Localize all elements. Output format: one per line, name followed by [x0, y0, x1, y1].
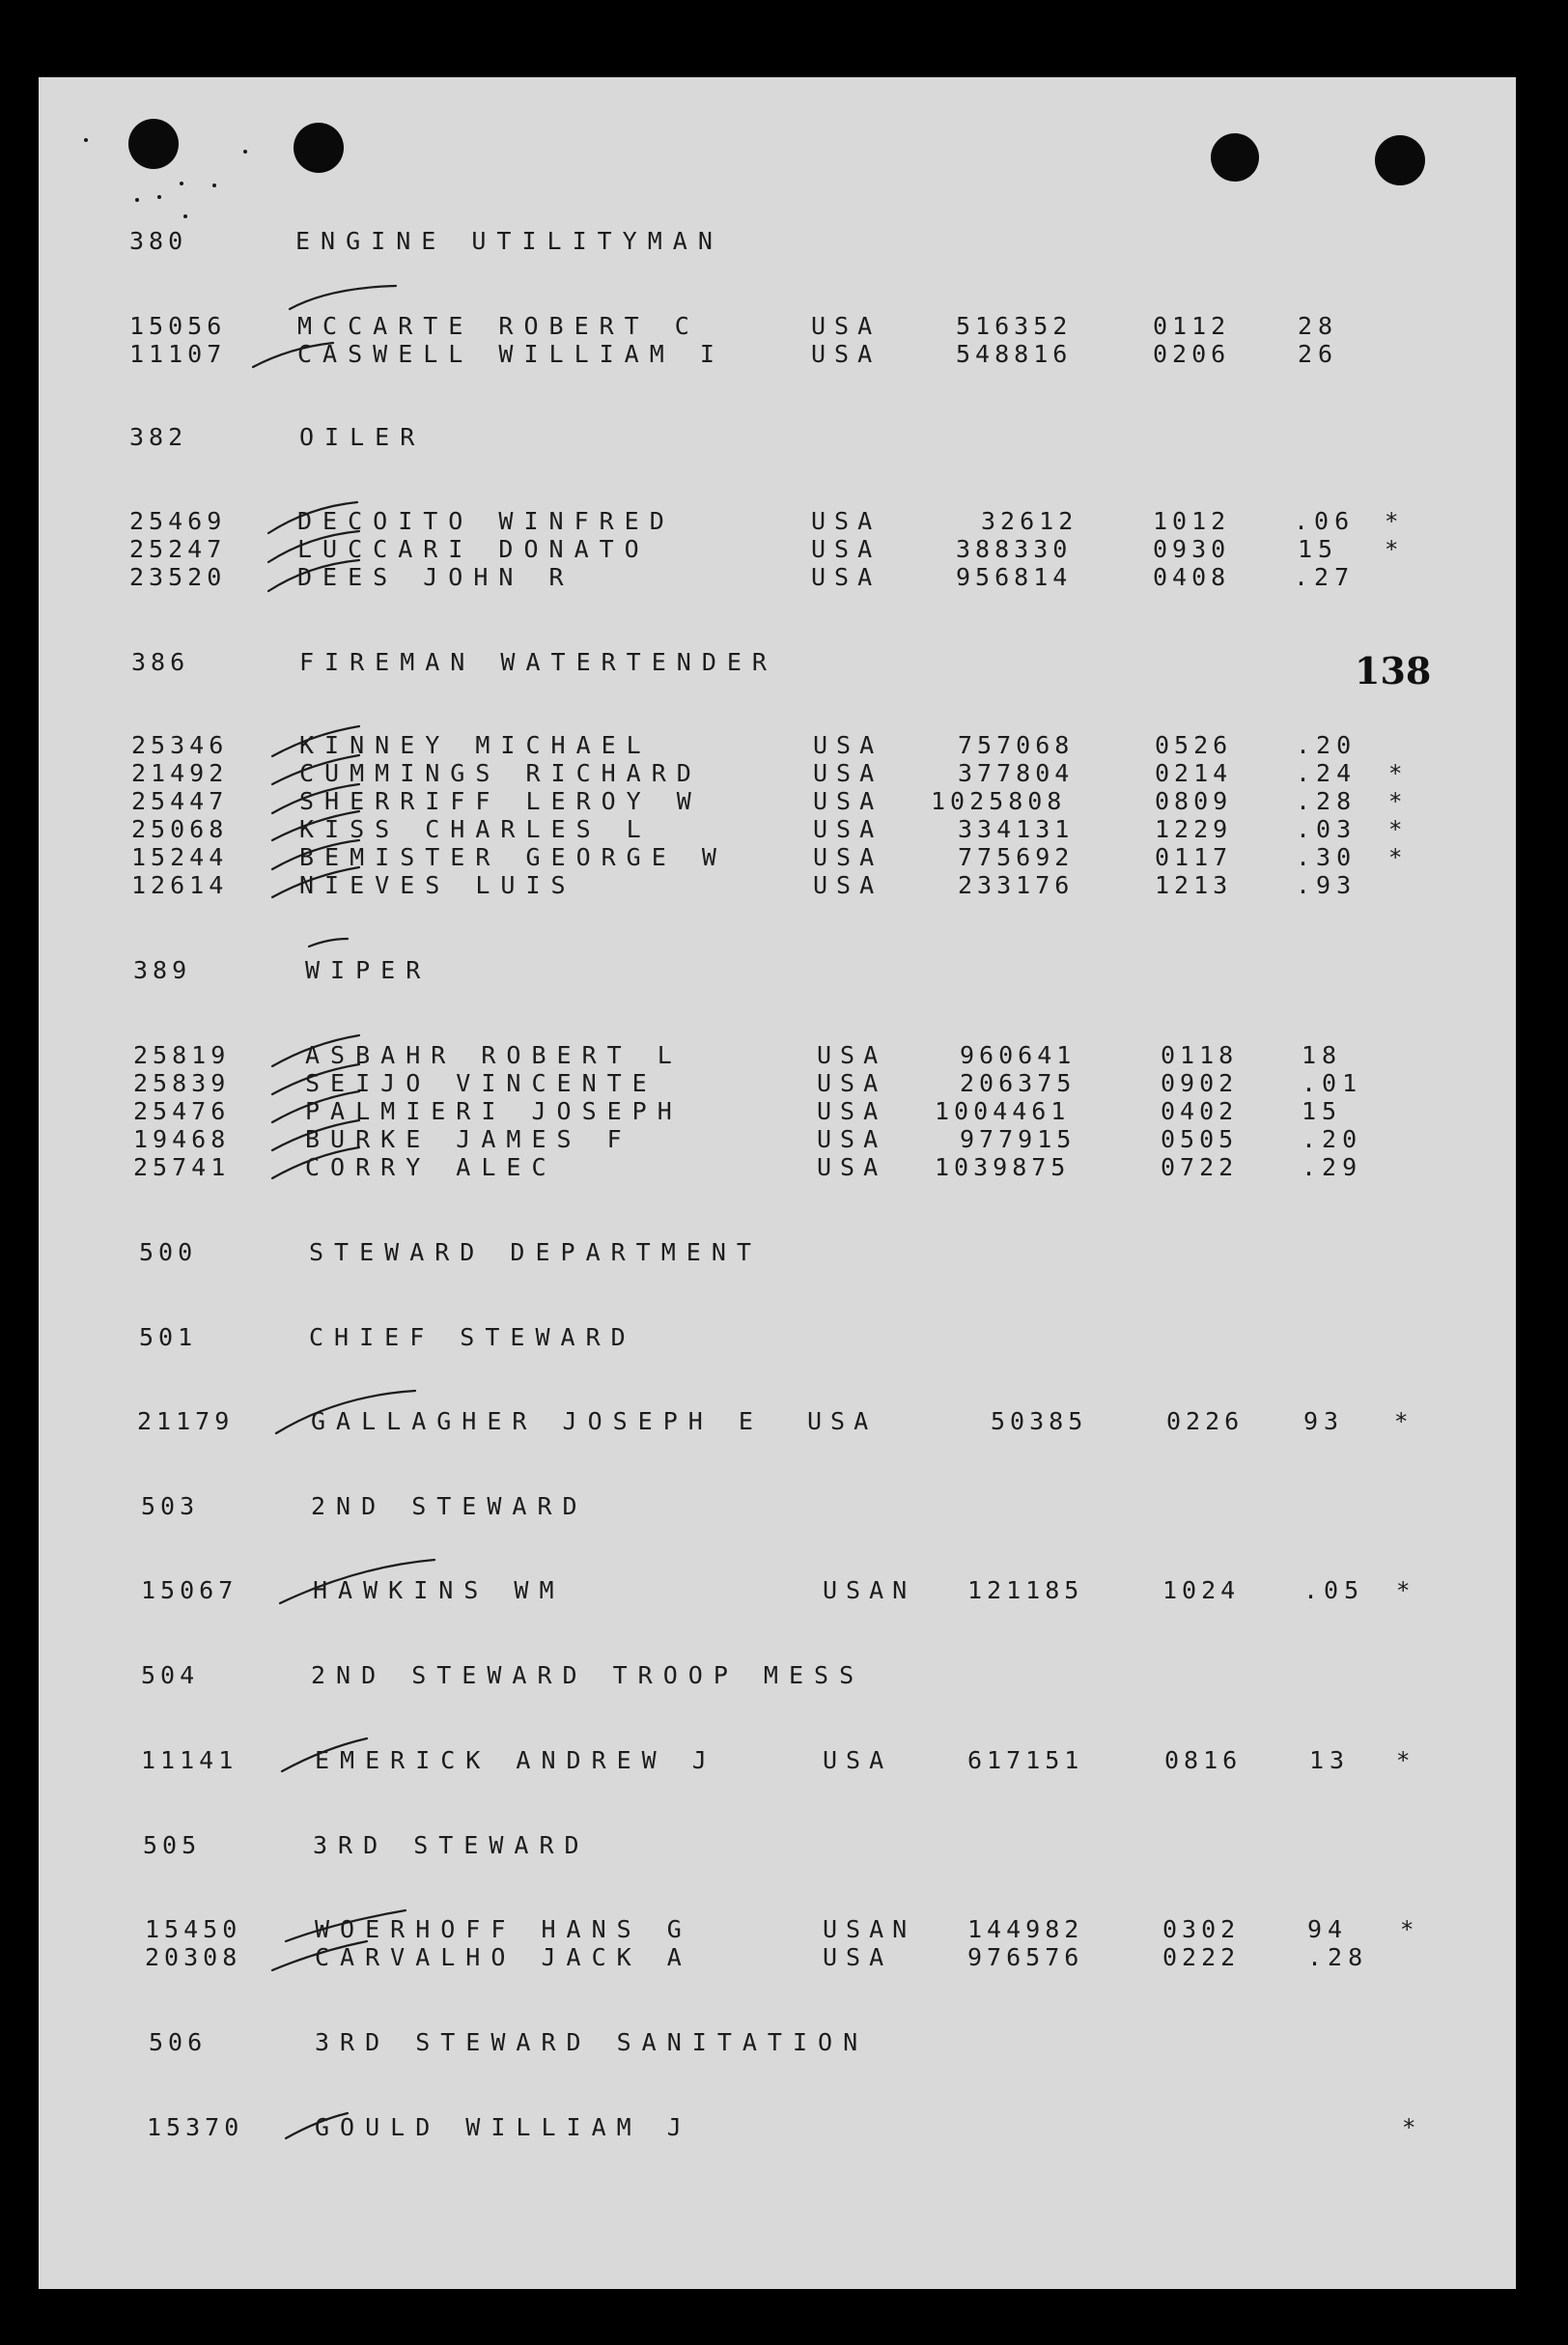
- ref-number: 960641: [960, 1041, 1077, 1069]
- crew-name: PALMIERI JOSEPH: [305, 1097, 683, 1125]
- value-code: 15: [1298, 535, 1339, 563]
- crew-row: [141, 1746, 1411, 1775]
- value-code: .05: [1303, 1576, 1365, 1604]
- section-code: 389: [133, 956, 192, 984]
- ref-number: 144982: [967, 1915, 1084, 1943]
- crew-row: [145, 1943, 1369, 1972]
- speck: [84, 138, 88, 142]
- ref-number: 206375: [960, 1069, 1077, 1097]
- crew-row: [133, 1069, 1363, 1098]
- ref-number: 1025808: [931, 787, 1067, 815]
- crew-name: CARVALHO JACK A: [315, 1943, 692, 1971]
- speck: [183, 214, 187, 218]
- date-code: 0214: [1155, 759, 1233, 787]
- citizenship: USA: [813, 843, 883, 871]
- ref-number: 617151: [967, 1746, 1084, 1774]
- crew-number: 15370: [147, 2113, 244, 2141]
- citizenship: USA: [811, 535, 882, 563]
- value-code: 26: [1298, 340, 1339, 368]
- citizenship: USA: [817, 1069, 887, 1097]
- section-code: 505: [143, 1831, 202, 1859]
- crew-number: 25447: [131, 787, 229, 815]
- date-code: 0112: [1153, 312, 1231, 340]
- speck: [135, 198, 139, 202]
- crew-name: ASBAHR ROBERT L: [305, 1041, 683, 1069]
- speck: [180, 182, 183, 185]
- ref-number: 757068: [958, 731, 1075, 759]
- crew-number: 25839: [133, 1069, 231, 1097]
- value-code: .27: [1294, 563, 1356, 591]
- date-code: 0526: [1155, 731, 1233, 759]
- section-code: 506: [149, 2028, 208, 2056]
- speck: [212, 184, 216, 187]
- crew-row: [145, 1915, 1414, 1944]
- section-title: FIREMAN WATERTENDER: [299, 648, 777, 676]
- speck: [243, 150, 247, 154]
- value-code: .30: [1296, 843, 1358, 871]
- crew-row: [137, 1407, 1409, 1436]
- date-code: 0930: [1153, 535, 1231, 563]
- citizenship: USA: [817, 1041, 887, 1069]
- crew-name: BURKE JAMES F: [305, 1125, 632, 1153]
- crew-number: 15056: [129, 312, 227, 340]
- ref-number: 516352: [956, 312, 1073, 340]
- section-title: ENGINE UTILITYMAN: [295, 227, 723, 255]
- punch-hole: [294, 123, 344, 173]
- section-code: 382: [129, 423, 188, 451]
- crew-number: 25346: [131, 731, 229, 759]
- value-code: 94: [1307, 1915, 1349, 1943]
- speck: [157, 195, 161, 199]
- section-header: [141, 1492, 588, 1521]
- crew-number: 15067: [141, 1576, 238, 1604]
- crew-number: 15244: [131, 843, 229, 871]
- crew-row: [129, 340, 1339, 369]
- crew-number: 25068: [131, 815, 229, 843]
- value-code: .01: [1302, 1069, 1363, 1097]
- value-code: 93: [1303, 1407, 1345, 1435]
- citizenship: USA: [811, 507, 882, 535]
- crew-name: CORRY ALEC: [305, 1153, 557, 1181]
- date-code: 0722: [1161, 1153, 1239, 1181]
- crew-number: 21179: [137, 1407, 235, 1435]
- section-title: STEWARD DEPARTMENT: [309, 1238, 762, 1266]
- crew-number: 25247: [129, 535, 227, 563]
- ref-number: 1004461: [935, 1097, 1071, 1125]
- date-code: 1024: [1162, 1576, 1241, 1604]
- crew-name: MCCARTE ROBERT C: [297, 312, 700, 340]
- crew-name: WOERHOFF HANS G: [315, 1915, 692, 1943]
- crew-number: 25741: [133, 1153, 231, 1181]
- crew-number: 11141: [141, 1746, 238, 1774]
- date-code: 1213: [1155, 871, 1233, 899]
- section-title: 2ND STEWARD: [311, 1492, 588, 1520]
- section-code: 380: [129, 227, 188, 255]
- section-title: 3RD STEWARD: [313, 1831, 590, 1859]
- section-header: [133, 956, 432, 985]
- crew-row: [129, 312, 1339, 341]
- crew-name: GALLAGHER JOSEPH E: [311, 1407, 764, 1435]
- citizenship: USA: [823, 1943, 893, 1971]
- section-header: [139, 1323, 636, 1352]
- ref-number: 50385: [991, 1407, 1088, 1435]
- asterisk-mark: *: [1385, 536, 1399, 563]
- asterisk-mark: *: [1388, 816, 1403, 843]
- value-code: .20: [1302, 1125, 1363, 1153]
- crew-name: BEMISTER GEORGE W: [299, 843, 727, 871]
- asterisk-mark: *: [1388, 788, 1403, 815]
- citizenship: USA: [813, 731, 883, 759]
- asterisk-mark: *: [1388, 760, 1403, 787]
- value-code: 15: [1302, 1097, 1343, 1125]
- asterisk-mark: *: [1394, 1408, 1409, 1435]
- crew-row: [131, 843, 1403, 872]
- section-header: [129, 227, 723, 256]
- crew-row: [133, 1041, 1343, 1070]
- value-code: .28: [1307, 1943, 1369, 1971]
- citizenship: USA: [817, 1097, 887, 1125]
- section-title: 2ND STEWARD TROOP MESS: [311, 1661, 865, 1689]
- crew-name: NIEVES LUIS: [299, 871, 576, 899]
- date-code: 0118: [1161, 1041, 1239, 1069]
- crew-row: [129, 563, 1356, 592]
- crew-name: EMERICK ANDREW J: [315, 1746, 717, 1774]
- crew-name: KISS CHARLES L: [299, 815, 652, 843]
- document-page: [39, 77, 1516, 2289]
- section-title: 3RD STEWARD SANITATION: [315, 2028, 869, 2056]
- citizenship: USA: [823, 1746, 893, 1774]
- date-code: 0816: [1164, 1746, 1243, 1774]
- value-code: .29: [1302, 1153, 1363, 1181]
- date-code: 0408: [1153, 563, 1231, 591]
- crew-name: DECOITO WINFRED: [297, 507, 675, 535]
- crew-row: [147, 2113, 1416, 2142]
- crew-row: [131, 759, 1403, 788]
- crew-name: HAWKINS WM: [313, 1576, 565, 1604]
- ref-number: 377804: [958, 759, 1075, 787]
- crew-name: CUMMINGS RICHARD: [299, 759, 702, 787]
- crew-name: CASWELL WILLIAM I: [297, 340, 725, 368]
- crew-row: [133, 1153, 1363, 1182]
- crew-number: 25469: [129, 507, 227, 535]
- section-title: WIPER: [305, 956, 432, 984]
- date-code: 0222: [1162, 1943, 1241, 1971]
- section-code: 500: [139, 1238, 198, 1266]
- crew-row: [129, 507, 1399, 536]
- date-code: 0809: [1155, 787, 1233, 815]
- crew-row: [141, 1576, 1411, 1605]
- date-code: 0505: [1161, 1125, 1239, 1153]
- value-code: 13: [1309, 1746, 1351, 1774]
- section-header: [143, 1831, 590, 1860]
- value-code: 28: [1298, 312, 1339, 340]
- citizenship: USA: [811, 340, 882, 368]
- date-code: 1012: [1153, 507, 1231, 535]
- ref-number: 548816: [956, 340, 1073, 368]
- crew-name: LUCCARI DONATO: [297, 535, 650, 563]
- value-code: .06: [1294, 507, 1356, 535]
- section-code: 503: [141, 1492, 200, 1520]
- ref-number: 956814: [956, 563, 1073, 591]
- citizenship: USA: [817, 1153, 887, 1181]
- asterisk-mark: *: [1385, 508, 1399, 535]
- punch-hole: [1375, 135, 1425, 185]
- value-code: .20: [1296, 731, 1358, 759]
- asterisk-mark: *: [1402, 2114, 1416, 2141]
- crew-row: [131, 871, 1358, 900]
- asterisk-mark: *: [1396, 1577, 1411, 1604]
- value-code: .93: [1296, 871, 1358, 899]
- section-header: [131, 648, 777, 677]
- section-header: [129, 423, 426, 452]
- asterisk-mark: *: [1396, 1747, 1411, 1774]
- crew-row: [129, 535, 1399, 564]
- crew-row: [131, 815, 1403, 844]
- asterisk-mark: *: [1400, 1916, 1414, 1943]
- citizenship: USA: [813, 871, 883, 899]
- citizenship: USAN: [823, 1915, 916, 1943]
- crew-number: 21492: [131, 759, 229, 787]
- ref-number: 233176: [958, 871, 1075, 899]
- ref-number: 121185: [967, 1576, 1084, 1604]
- crew-number: 11107: [129, 340, 227, 368]
- crew-number: 15450: [145, 1915, 242, 1943]
- section-code: 501: [139, 1323, 198, 1351]
- crew-name: GOULD WILLIAM J: [315, 2113, 692, 2141]
- date-code: 0226: [1166, 1407, 1245, 1435]
- citizenship: USAN: [823, 1576, 916, 1604]
- ref-number: 1039875: [935, 1153, 1071, 1181]
- ref-number: 32612: [981, 507, 1078, 535]
- crew-number: 25819: [133, 1041, 231, 1069]
- crew-row: [131, 787, 1403, 816]
- ref-number: 977915: [960, 1125, 1077, 1153]
- crew-name: SHERRIFF LEROY W: [299, 787, 702, 815]
- crew-name: KINNEY MICHAEL: [299, 731, 652, 759]
- crew-number: 12614: [131, 871, 229, 899]
- crew-number: 23520: [129, 563, 227, 591]
- crew-name: SEIJO VINCENTE: [305, 1069, 658, 1097]
- date-code: 1229: [1155, 815, 1233, 843]
- date-code: 0902: [1161, 1069, 1239, 1097]
- crew-number: 19468: [133, 1125, 231, 1153]
- date-code: 0206: [1153, 340, 1231, 368]
- citizenship: USA: [813, 815, 883, 843]
- ref-number: 388330: [956, 535, 1073, 563]
- section-code: 504: [141, 1661, 200, 1689]
- citizenship: USA: [811, 312, 882, 340]
- crew-row: [133, 1097, 1343, 1126]
- date-code: 0117: [1155, 843, 1233, 871]
- section-title: OILER: [299, 423, 426, 451]
- citizenship: USA: [811, 563, 882, 591]
- ref-number: 334131: [958, 815, 1075, 843]
- section-header: [139, 1238, 762, 1267]
- date-code: 0302: [1162, 1915, 1241, 1943]
- value-code: .03: [1296, 815, 1358, 843]
- section-title: CHIEF STEWARD: [309, 1323, 636, 1351]
- ref-number: 775692: [958, 843, 1075, 871]
- ref-number: 976576: [967, 1943, 1084, 1971]
- asterisk-mark: *: [1388, 844, 1403, 871]
- citizenship: USA: [817, 1125, 887, 1153]
- value-code: .28: [1296, 787, 1358, 815]
- citizenship: USA: [807, 1407, 878, 1435]
- page-number: 138: [1355, 649, 1432, 692]
- date-code: 0402: [1161, 1097, 1239, 1125]
- value-code: .24: [1296, 759, 1358, 787]
- citizenship: USA: [813, 759, 883, 787]
- section-header: [141, 1661, 865, 1690]
- punch-hole: [128, 119, 179, 169]
- citizenship: USA: [813, 787, 883, 815]
- punch-hole: [1211, 133, 1259, 182]
- value-code: 18: [1302, 1041, 1343, 1069]
- crew-name: DEES JOHN R: [297, 563, 574, 591]
- crew-row: [133, 1125, 1363, 1154]
- section-code: 386: [131, 648, 190, 676]
- section-header: [149, 2028, 869, 2057]
- crew-row: [131, 731, 1358, 760]
- crew-number: 20308: [145, 1943, 242, 1971]
- crew-number: 25476: [133, 1097, 231, 1125]
